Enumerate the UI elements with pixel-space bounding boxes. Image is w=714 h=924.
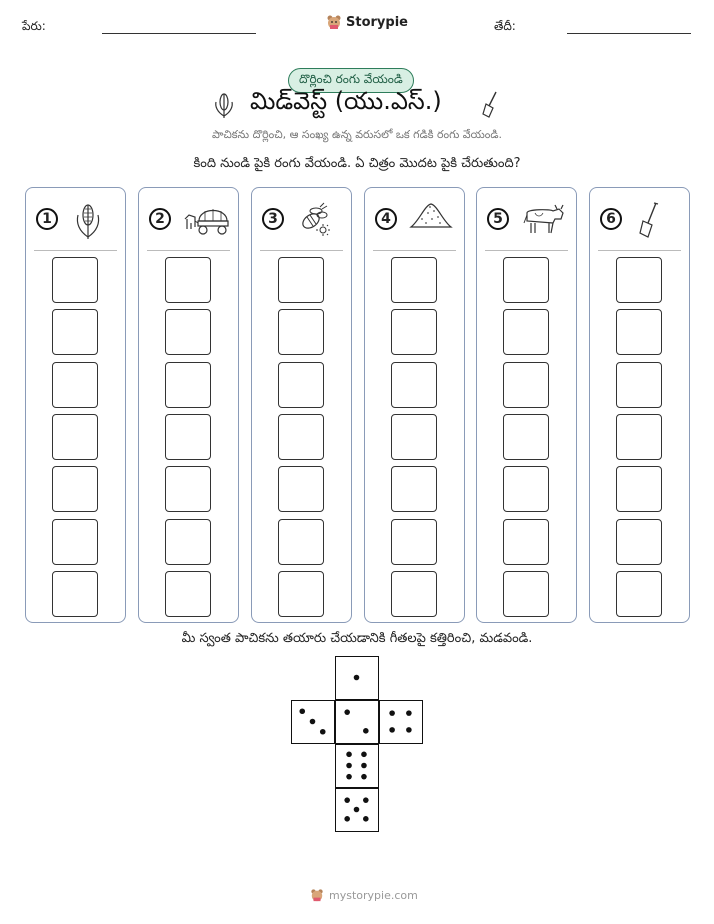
color-cell[interactable] <box>616 466 662 512</box>
column-header <box>365 188 464 250</box>
column-number: 6 <box>600 208 622 230</box>
color-cell[interactable] <box>52 362 98 408</box>
footer-url[interactable]: mystorypie.com <box>329 888 418 902</box>
storypie-bear-icon <box>310 888 324 902</box>
dice-pip <box>363 816 369 822</box>
dice-pip <box>389 727 395 733</box>
column-header <box>477 188 576 250</box>
color-cell[interactable] <box>391 414 437 460</box>
cow-icon <box>521 201 565 241</box>
dice-pip <box>361 752 367 758</box>
color-cell[interactable] <box>278 257 324 303</box>
instruction: కింది నుండి పైకి రంగు వేయండి. ఏ చిత్రం మొదట పైకి చేరుతుంది? <box>193 156 521 171</box>
column-divider <box>34 250 117 251</box>
dice-pip <box>361 774 367 780</box>
dice-pip <box>363 728 369 734</box>
activity-badge: దొర్లించి రంగు వేయండి <box>288 68 414 93</box>
shovel-icon <box>634 201 664 245</box>
color-cell[interactable] <box>616 362 662 408</box>
shovel-icon <box>478 90 500 120</box>
dice-pip <box>310 719 316 725</box>
column-number: 3 <box>262 208 284 230</box>
column-header <box>252 188 351 250</box>
color-cell[interactable] <box>165 519 211 565</box>
dice-instruction: మీ స్వంత పాచికను తయారు చేయడానికి గీతలపై కత్తిరించి, మడవండి. <box>181 631 533 646</box>
color-cell[interactable] <box>391 519 437 565</box>
color-cell[interactable] <box>52 309 98 355</box>
date-label: తేదీ: <box>494 19 516 33</box>
subtitle: పాచికను దొర్లించి, ఆ సంఖ్య ఉన్న వరుసలో ఒక గడికి రంగు వేయండి. <box>212 128 502 141</box>
dice-pip <box>344 797 350 803</box>
dice-pip <box>346 763 352 769</box>
color-cell[interactable] <box>616 519 662 565</box>
color-cell[interactable] <box>278 571 324 617</box>
color-cell[interactable] <box>278 466 324 512</box>
color-cell[interactable] <box>165 571 211 617</box>
corn-icon <box>212 90 236 120</box>
color-cell[interactable] <box>503 362 549 408</box>
color-cell[interactable] <box>391 257 437 303</box>
color-cell[interactable] <box>52 466 98 512</box>
color-cell[interactable] <box>278 309 324 355</box>
color-cell[interactable] <box>52 519 98 565</box>
color-cell[interactable] <box>616 414 662 460</box>
name-label: పేరు: <box>22 19 46 33</box>
covered-wagon-icon <box>183 201 229 241</box>
color-cell[interactable] <box>278 362 324 408</box>
brand-name: Storypie <box>346 14 408 30</box>
color-cell[interactable] <box>503 519 549 565</box>
brand-logo <box>326 14 408 30</box>
column-number: 1 <box>36 208 58 230</box>
color-cell[interactable] <box>52 257 98 303</box>
dice-pip <box>406 710 412 716</box>
color-cell[interactable] <box>391 571 437 617</box>
corn-icon <box>70 201 106 245</box>
footer <box>310 888 418 902</box>
dice-pip <box>354 675 360 681</box>
dice-face-2 <box>335 700 379 744</box>
name-line[interactable] <box>102 33 256 34</box>
column-divider <box>373 250 456 251</box>
color-cell[interactable] <box>391 466 437 512</box>
dice-pip <box>344 816 350 822</box>
color-cell[interactable] <box>165 309 211 355</box>
color-cell[interactable] <box>52 414 98 460</box>
dice-face-1 <box>335 656 379 700</box>
column-header <box>590 188 689 250</box>
grain-pile-icon <box>409 201 453 235</box>
dice-pip <box>346 774 352 780</box>
color-cell[interactable] <box>165 362 211 408</box>
dice-pip <box>354 807 360 813</box>
column-divider <box>260 250 343 251</box>
dice-column-6 <box>589 187 690 623</box>
column-number: 5 <box>487 208 509 230</box>
column-divider <box>598 250 681 251</box>
dice-pip <box>389 710 395 716</box>
column-header <box>26 188 125 250</box>
color-cell[interactable] <box>52 571 98 617</box>
dice-column-1 <box>25 187 126 623</box>
color-cell[interactable] <box>278 519 324 565</box>
dice-pip <box>406 727 412 733</box>
dice-pip <box>363 797 369 803</box>
dice-pip <box>361 763 367 769</box>
dice-pip <box>320 729 326 735</box>
date-line[interactable] <box>567 33 691 34</box>
dice-pip <box>299 708 305 714</box>
page-title: మిడ్‌వెస్ట్ (యు.ఎస్.) <box>250 87 442 115</box>
column-number: 4 <box>375 208 397 230</box>
color-cell[interactable] <box>391 309 437 355</box>
bee-icon <box>296 201 332 241</box>
color-cell[interactable] <box>503 414 549 460</box>
color-cell[interactable] <box>616 257 662 303</box>
color-cell[interactable] <box>503 571 549 617</box>
dice-face-6 <box>335 744 379 788</box>
dice-face-4 <box>379 700 423 744</box>
dice-column-3 <box>251 187 352 623</box>
color-cell[interactable] <box>165 466 211 512</box>
dice-face-3 <box>291 700 335 744</box>
column-header <box>139 188 238 250</box>
dice-column-5 <box>476 187 577 623</box>
color-cell[interactable] <box>616 571 662 617</box>
color-cell[interactable] <box>165 414 211 460</box>
color-cell[interactable] <box>278 414 324 460</box>
storypie-bear-icon <box>326 14 342 30</box>
color-cell[interactable] <box>616 309 662 355</box>
dice-pip <box>344 709 350 715</box>
color-cell[interactable] <box>391 362 437 408</box>
color-cell[interactable] <box>165 257 211 303</box>
column-number: 2 <box>149 208 171 230</box>
color-cell[interactable] <box>503 466 549 512</box>
column-divider <box>485 250 568 251</box>
color-cell[interactable] <box>503 257 549 303</box>
column-divider <box>147 250 230 251</box>
dice-column-4 <box>364 187 465 623</box>
color-cell[interactable] <box>503 309 549 355</box>
dice-face-5 <box>335 788 379 832</box>
dice-column-2 <box>138 187 239 623</box>
dice-pip <box>346 752 352 758</box>
